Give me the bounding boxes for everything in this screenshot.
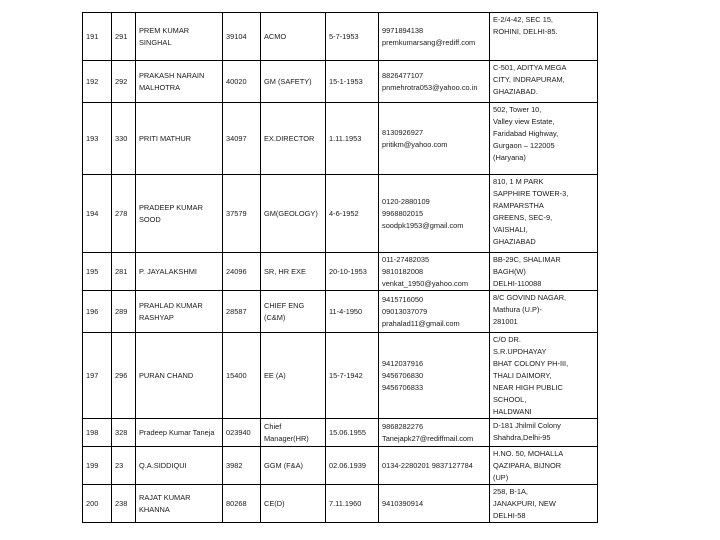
- name-cell: PRAKASH NARAIN MALHOTRA: [136, 61, 223, 103]
- contact-cell: 9868282276 Tanejapk27@rediffmail.com: [379, 419, 490, 447]
- emp-code-cell: 34097: [223, 103, 261, 175]
- table-row: [83, 61, 598, 103]
- member-id-cell: 330: [112, 103, 136, 175]
- contact-cell: 8130926927 pritikm@yahoo.com: [379, 103, 490, 175]
- serial-cell: 191: [83, 13, 112, 61]
- designation-cell: SR, HR EXE: [261, 253, 326, 291]
- contact-cell: 9971894138 premkumarsang@rediff.com: [379, 13, 490, 61]
- serial-cell: 195: [83, 253, 112, 291]
- designation-cell: GM (SAFETY): [261, 61, 326, 103]
- contact-cell: 9415716050 09013037079 prahalad11@gmail.com: [379, 291, 490, 333]
- serial-cell: 200: [83, 485, 112, 523]
- table-row: [83, 419, 598, 447]
- designation-cell: EE (A): [261, 333, 326, 419]
- address-cell: D-181 Jhilmil Colony Shahdra,Delhi-95: [490, 419, 598, 447]
- dob-cell: 5-7-1953: [326, 13, 379, 61]
- emp-code-cell: 39104: [223, 13, 261, 61]
- table-row: [83, 485, 598, 523]
- member-id-cell: 328: [112, 419, 136, 447]
- emp-code-cell: 37579: [223, 175, 261, 253]
- emp-code-cell: 3982: [223, 447, 261, 485]
- name-cell: RAJAT KUMAR KHANNA: [136, 485, 223, 523]
- dob-cell: 11-4-1950: [326, 291, 379, 333]
- table-row: [83, 13, 598, 61]
- address-cell: E-2/4-42, SEC 15, ROHINI, DELHI-85.: [490, 13, 598, 61]
- member-id-cell: 238: [112, 485, 136, 523]
- table-row: [83, 253, 598, 291]
- member-id-cell: 281: [112, 253, 136, 291]
- name-cell: Pradeep Kumar Taneja: [136, 419, 223, 447]
- emp-code-cell: 40020: [223, 61, 261, 103]
- member-directory-table: [82, 12, 598, 523]
- designation-cell: GGM (F&A): [261, 447, 326, 485]
- designation-cell: CHIEF ENG (C&M): [261, 291, 326, 333]
- emp-code-cell: 28587: [223, 291, 261, 333]
- designation-cell: EX.DIRECTOR: [261, 103, 326, 175]
- address-cell: C/O DR. S.R.UPDHAYAY BHAT COLONY PH-III, THALI DAIMORY, NEAR HIGH PUBLIC SCHOOL, HALDWANI: [490, 333, 598, 419]
- table-row: [83, 103, 598, 175]
- dob-cell: 1.11.1953: [326, 103, 379, 175]
- emp-code-cell: 023940: [223, 419, 261, 447]
- address-cell: H.NO. 50, MOHALLA QAZIPARA, BIJNOR (UP): [490, 447, 598, 485]
- contact-cell: 9412037916 9456706830 9456706833: [379, 333, 490, 419]
- name-cell: PRITI MATHUR: [136, 103, 223, 175]
- dob-cell: 15-1-1953: [326, 61, 379, 103]
- member-id-cell: 23: [112, 447, 136, 485]
- name-cell: PRADEEP KUMAR SOOD: [136, 175, 223, 253]
- serial-cell: 194: [83, 175, 112, 253]
- dob-cell: 15.06.1955: [326, 419, 379, 447]
- member-id-cell: 289: [112, 291, 136, 333]
- dob-cell: 15-7-1942: [326, 333, 379, 419]
- serial-cell: 198: [83, 419, 112, 447]
- designation-cell: ACMO: [261, 13, 326, 61]
- address-cell: 810, 1 M PARK SAPPHIRE TOWER-3, RAMPARSTHA GREENS, SEC-9, VAISHALI, GHAZIABAD: [490, 175, 598, 253]
- name-cell: Q.A.SIDDIQUI: [136, 447, 223, 485]
- emp-code-cell: 15400: [223, 333, 261, 419]
- table-row: [83, 333, 598, 419]
- contact-cell: 0120-2880109 9968802015 soodpk1953@gmail.com: [379, 175, 490, 253]
- serial-cell: 192: [83, 61, 112, 103]
- serial-cell: 199: [83, 447, 112, 485]
- emp-code-cell: 24096: [223, 253, 261, 291]
- contact-cell: 9410390914: [379, 485, 490, 523]
- contact-cell: 011-27482035 9810182008 venkat_1950@yahoo.com: [379, 253, 490, 291]
- address-cell: 8/C GOVIND NAGAR, Mathura (U.P)- 281001: [490, 291, 598, 333]
- address-cell: 258, B-1A, JANAKPURI, NEW DELHI-58: [490, 485, 598, 523]
- serial-cell: 197: [83, 333, 112, 419]
- designation-cell: CE(D): [261, 485, 326, 523]
- address-cell: BB-29C, SHALIMAR BAGH(W) DELHI-110088: [490, 253, 598, 291]
- contact-cell: 8826477107 pnmehrotra053@yahoo.co.in: [379, 61, 490, 103]
- table-row: [83, 447, 598, 485]
- table-row: [83, 291, 598, 333]
- dob-cell: 4-6-1952: [326, 175, 379, 253]
- address-cell: C-501, ADITYA MEGA CITY, INDRAPURAM, GHAZIABAD.: [490, 61, 598, 103]
- emp-code-cell: 80268: [223, 485, 261, 523]
- dob-cell: 20-10-1953: [326, 253, 379, 291]
- designation-cell: Chief Manager(HR): [261, 419, 326, 447]
- contact-cell: 0134-2280201 9837127784: [379, 447, 490, 485]
- name-cell: PURAN CHAND: [136, 333, 223, 419]
- name-cell: P. JAYALAKSHMI: [136, 253, 223, 291]
- dob-cell: 02.06.1939: [326, 447, 379, 485]
- member-id-cell: 292: [112, 61, 136, 103]
- address-cell: 502, Tower 10, Valley view Estate, Faridabad Highway, Gurgaon – 122005 (Haryana): [490, 103, 598, 175]
- serial-cell: 196: [83, 291, 112, 333]
- member-id-cell: 296: [112, 333, 136, 419]
- name-cell: PRAHLAD KUMAR RASHYAP: [136, 291, 223, 333]
- name-cell: PREM KUMAR SINGHAL: [136, 13, 223, 61]
- dob-cell: 7.11.1960: [326, 485, 379, 523]
- table-row: [83, 175, 598, 253]
- designation-cell: GM(GEOLOGY): [261, 175, 326, 253]
- member-id-cell: 291: [112, 13, 136, 61]
- member-id-cell: 278: [112, 175, 136, 253]
- serial-cell: 193: [83, 103, 112, 175]
